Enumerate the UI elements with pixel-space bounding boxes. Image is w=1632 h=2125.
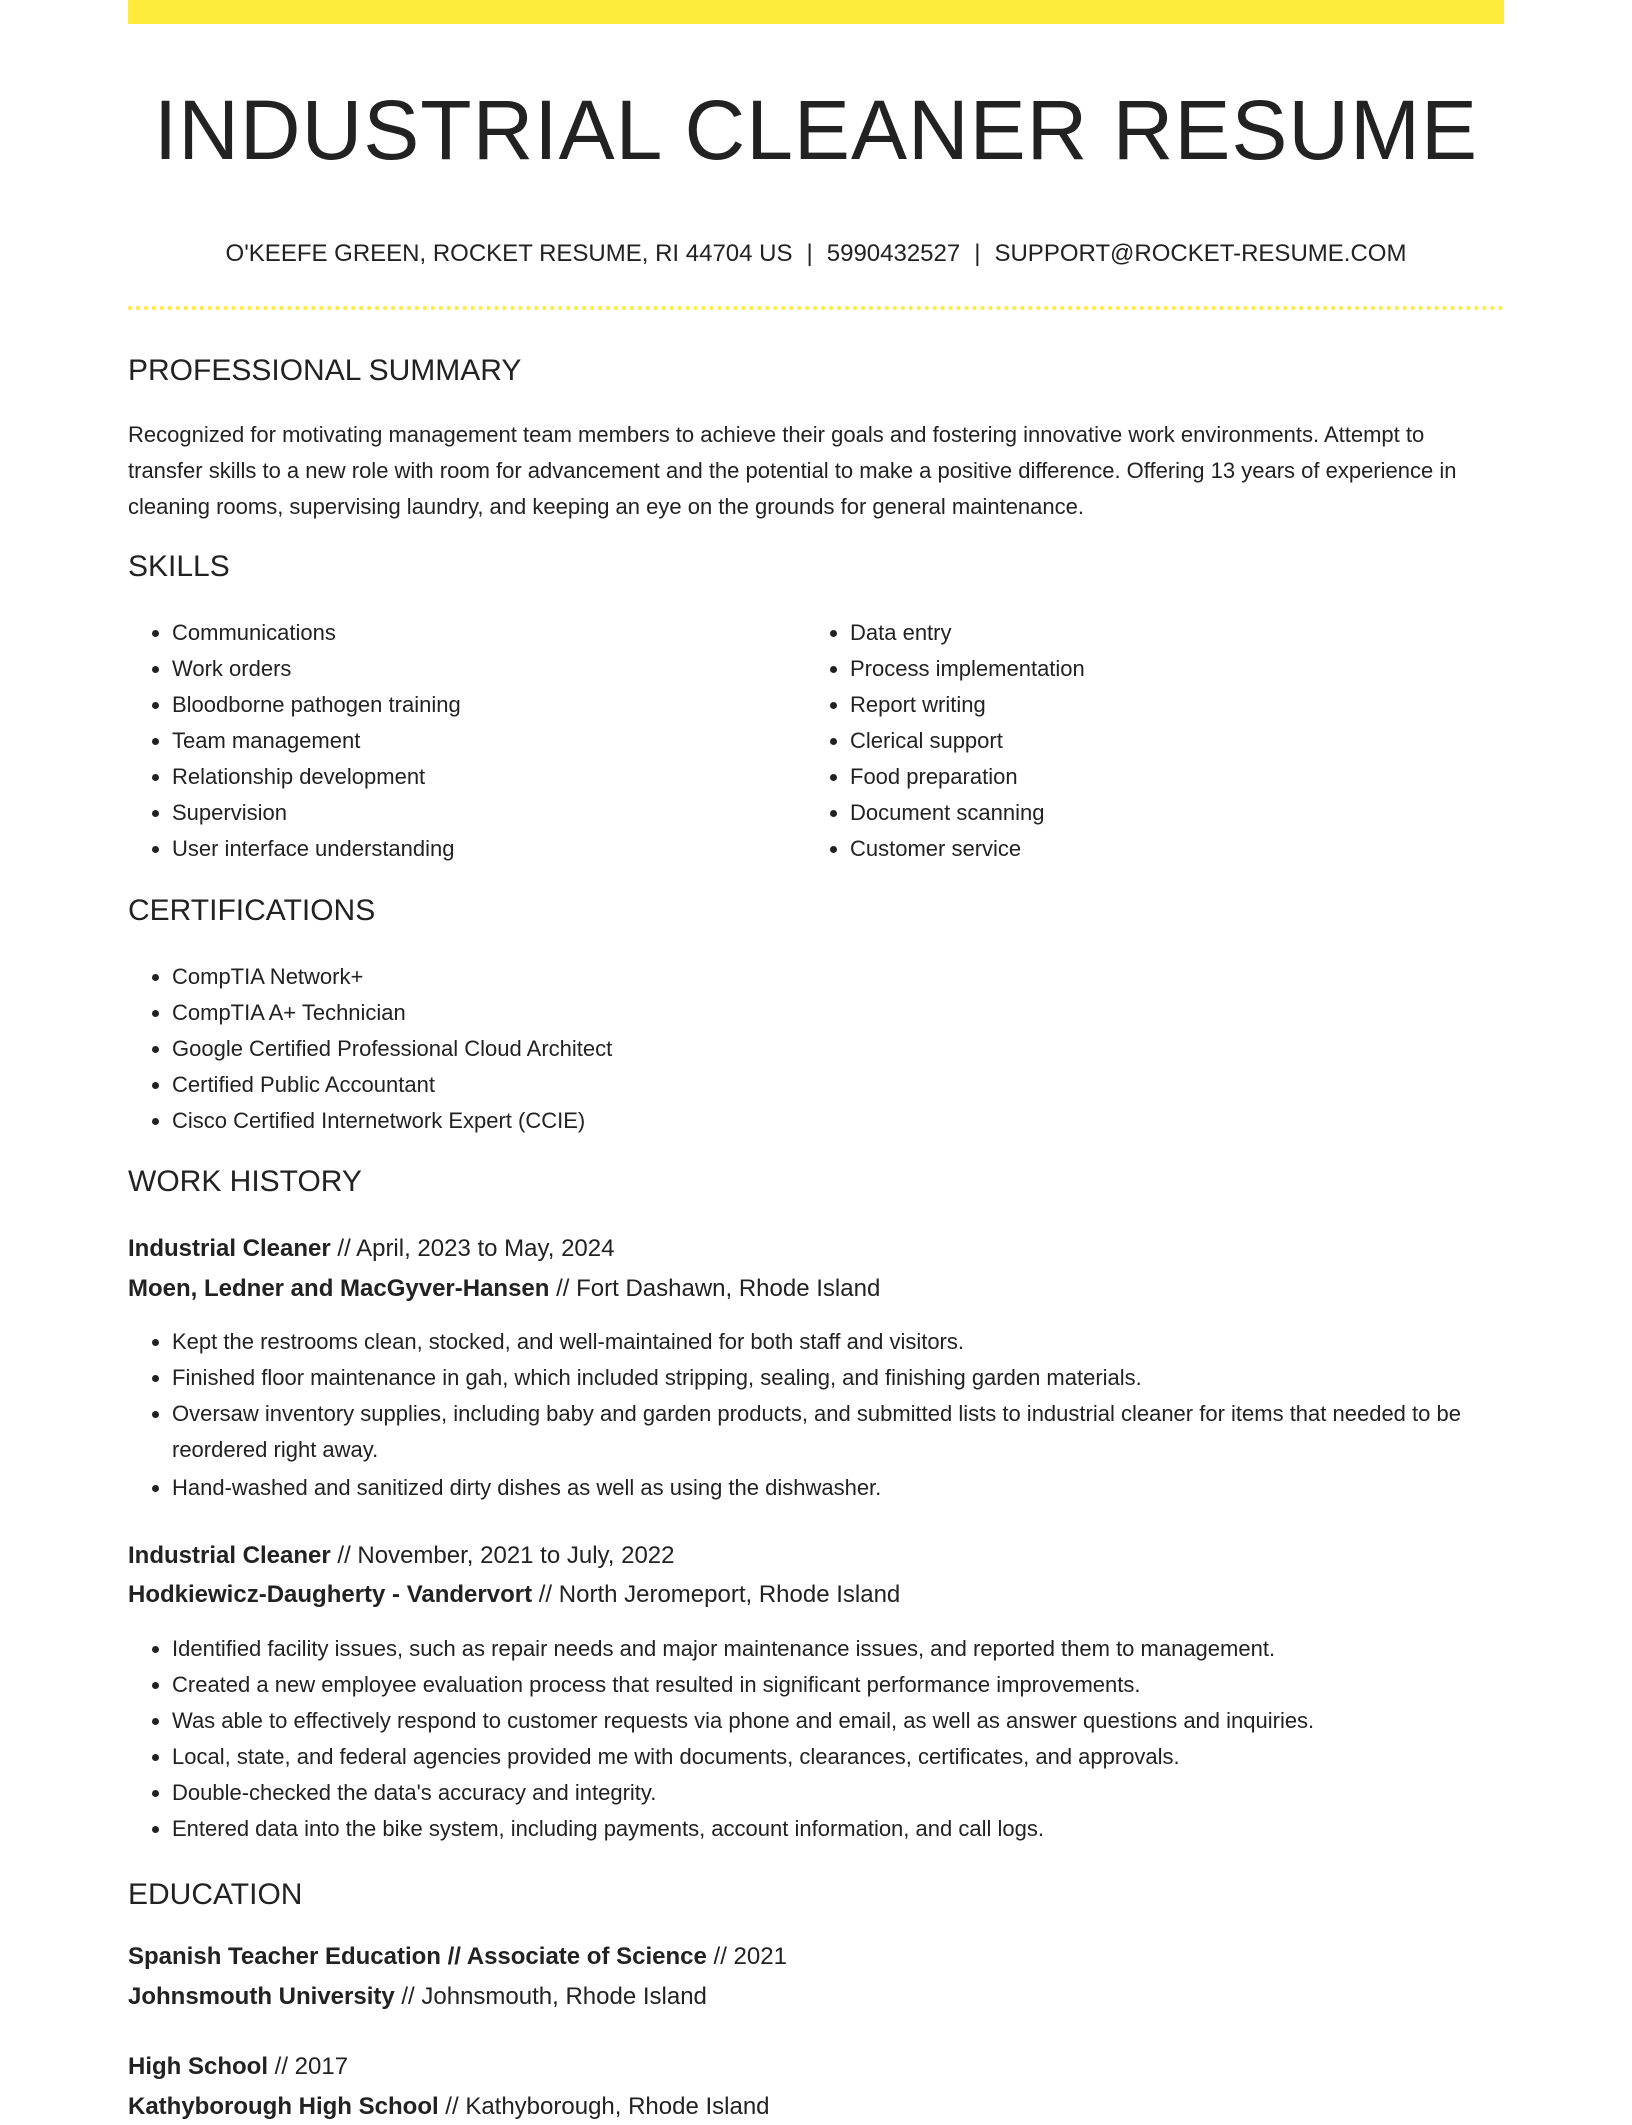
education-school: Johnsmouth University [128, 1983, 395, 2010]
education-school-line [128, 2089, 770, 2125]
skill-item: • Clerical support [850, 723, 1426, 759]
job-company: Hodkiewicz-Daugherty - Vandervort [128, 1581, 533, 1608]
job-duties-list [128, 1324, 1504, 1506]
certifications-block [128, 959, 1128, 1139]
job-title-line [128, 1231, 614, 1267]
skills-list-right [806, 615, 1426, 867]
education-degree-line [128, 1939, 787, 1975]
certification-item: • Certified Public Accountant [172, 1067, 1128, 1103]
job-company-line [128, 1271, 880, 1307]
certification-item: • CompTIA A+ Technician [172, 995, 1128, 1031]
job-duty-item: • Was able to effectively respond to customer requests via phone and email, as well as answer questions and inquiries. [172, 1703, 1504, 1739]
job-company: Moen, Ledner and MacGyver-Hansen [128, 1275, 550, 1302]
job-duties [128, 1631, 1504, 1847]
skill-item: • Document scanning [850, 795, 1426, 831]
skill-item: • Data entry [850, 615, 1426, 651]
skill-item: • Report writing [850, 687, 1426, 723]
skill-item: • Customer service [850, 831, 1426, 867]
contact-address: O'KEEFE GREEN, ROCKET RESUME, RI 44704 US [225, 240, 793, 267]
contact-line [128, 236, 1504, 272]
job-duty-item: • Local, state, and federal agencies provided me with documents, clearances, certificates, and approvals. [172, 1739, 1504, 1775]
skill-item: • Team management [172, 723, 748, 759]
skill-item: • Supervision [172, 795, 748, 831]
education-location: // Kathyborough, Rhode Island [438, 2093, 770, 2120]
skills-column-left [128, 615, 748, 867]
resume-title: INDUSTRIAL CLEANER RESUME [153, 83, 1479, 177]
summary-text: Recognized for motivating management team members to achieve their goals and fostering innovative work environments. Attempt to transfer skills to a new role with room for advancement and the potential to make a positive difference. Offering 13 years of experience in cleaning rooms, supervising laundry, and keeping an eye on the grounds for general maintenance. [128, 422, 1457, 519]
header-divider [128, 306, 1504, 310]
education-year: // 2021 [706, 1943, 787, 1970]
education-school: Kathyborough High School [128, 2093, 439, 2120]
certifications-list [128, 959, 1128, 1139]
job-company-line [128, 1577, 900, 1613]
skills-heading: SKILLS [128, 550, 230, 583]
contact-email: SUPPORT@ROCKET-RESUME.COM [994, 240, 1407, 267]
skill-item: • Process implementation [850, 651, 1426, 687]
skill-item: • Work orders [172, 651, 748, 687]
job-dates: // April, 2023 to May, 2024 [330, 1235, 615, 1262]
job-duty-item: • Double-checked the data's accuracy and integrity. [172, 1775, 1504, 1811]
education-heading: EDUCATION [128, 1878, 303, 1911]
accent-top-bar [128, 0, 1504, 24]
education-degree: Spanish Teacher Education // Associate of Science [128, 1943, 707, 1970]
work-history-heading: WORK HISTORY [128, 1165, 362, 1198]
job-duty-item: • Identified facility issues, such as repair needs and major maintenance issues, and reported them to management. [172, 1631, 1504, 1667]
job-duty-item: • Oversaw inventory supplies, including baby and garden products, and submitted lists to industrial cleaner for items that needed to be reordered right away. [172, 1396, 1504, 1468]
certification-item: • CompTIA Network+ [172, 959, 1128, 995]
certifications-heading: CERTIFICATIONS [128, 894, 376, 927]
job-duty-item: • Entered data into the bike system, including payments, account information, and call logs. [172, 1811, 1504, 1847]
skill-item: • User interface understanding [172, 831, 748, 867]
contact-phone: 5990432527 [826, 240, 961, 267]
skill-item: • Food preparation [850, 759, 1426, 795]
education-year: // 2017 [268, 2053, 349, 2080]
job-duty-item: • Hand-washed and sanitized dirty dishes as well as using the dishwasher. [172, 1470, 1504, 1506]
job-title: Industrial Cleaner [128, 1542, 331, 1569]
job-location: // Fort Dashawn, Rhode Island [549, 1275, 881, 1302]
contact-separator: | [974, 240, 981, 267]
job-title: Industrial Cleaner [128, 1235, 331, 1262]
skill-item: • Communications [172, 615, 748, 651]
skill-item: • Relationship development [172, 759, 748, 795]
certification-item: • Google Certified Professional Cloud Architect [172, 1031, 1128, 1067]
job-dates: // November, 2021 to July, 2022 [330, 1542, 675, 1569]
job-duty-item: • Finished floor maintenance in gah, which included stripping, sealing, and finishing garden materials. [172, 1360, 1504, 1396]
contact-separator: | [806, 240, 813, 267]
certification-item: • Cisco Certified Internetwork Expert (CCIE) [172, 1103, 1128, 1139]
job-duty-item: • Kept the restrooms clean, stocked, and well-maintained for both staff and visitors. [172, 1324, 1504, 1360]
education-degree-line [128, 2049, 348, 2085]
job-title-line [128, 1538, 675, 1574]
job-location: // North Jeromeport, Rhode Island [532, 1581, 901, 1608]
education-location: // Johnsmouth, Rhode Island [394, 1983, 707, 2010]
summary-heading: PROFESSIONAL SUMMARY [128, 354, 522, 387]
job-duty-item: • Created a new employee evaluation process that resulted in significant performance improvements. [172, 1667, 1504, 1703]
skills-list-left [128, 615, 748, 867]
education-school-line [128, 1979, 707, 2015]
skill-item: • Bloodborne pathogen training [172, 687, 748, 723]
skills-column-right [806, 615, 1426, 867]
education-degree: High School [128, 2053, 268, 2080]
job-duties [128, 1324, 1504, 1506]
job-duties-list [128, 1631, 1504, 1847]
